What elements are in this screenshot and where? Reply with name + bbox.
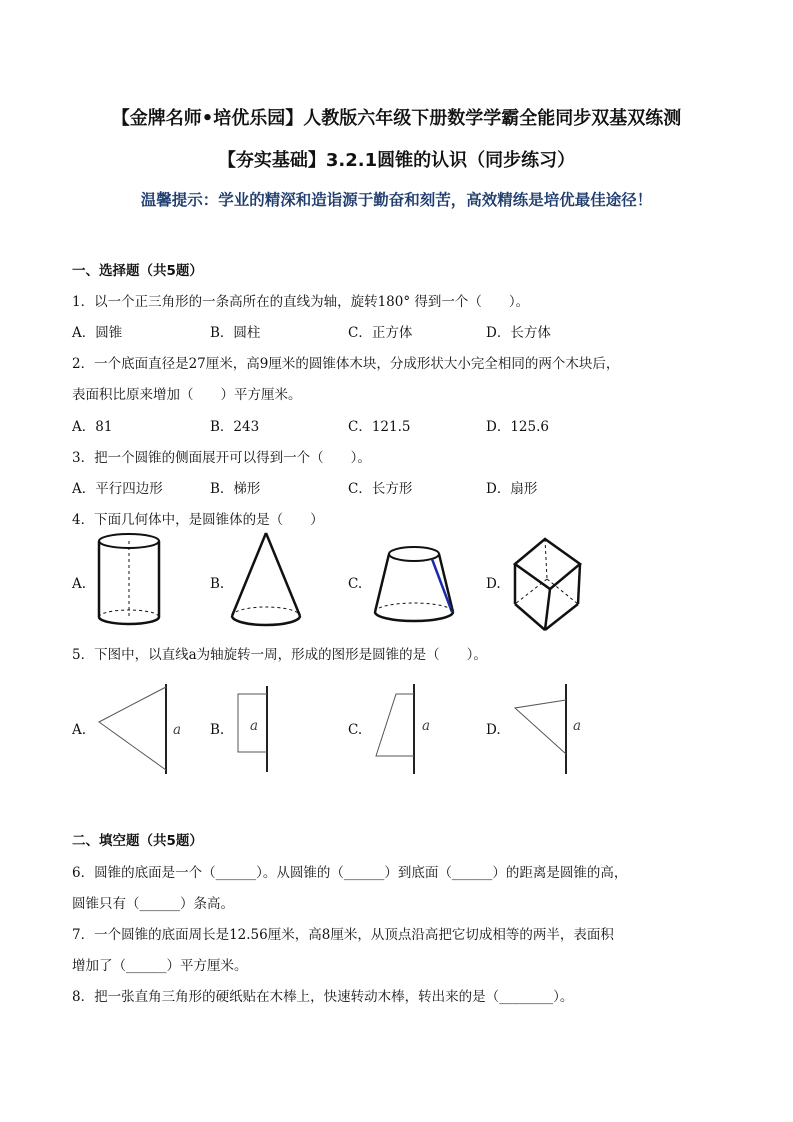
q3-option-d[interactable]: D．扇形 <box>486 481 538 497</box>
q4-option-d[interactable]: D. <box>486 576 501 592</box>
warm-tip: 温馨提示：学业的精深和造诣源于勤奋和刻苦，高效精练是培优最佳途径！ <box>140 191 653 209</box>
q5-figure-d[interactable] <box>512 682 572 776</box>
q4-option-b[interactable]: B. <box>210 576 225 592</box>
question-3: 3．把一个圆锥的侧面展开可以得到一个（ ）。 <box>72 450 371 466</box>
q4-option-a[interactable]: A. <box>72 576 87 592</box>
q1-option-c[interactable]: C．正方体 <box>348 325 413 341</box>
q4-option-c[interactable]: C. <box>348 576 363 592</box>
section-heading-fill: 二、填空题（共5题） <box>72 833 203 849</box>
question-1: 1．以一个正三角形的一条高所在的直线为轴，旋转180° 得到一个（ ）。 <box>72 294 530 310</box>
q2-option-d[interactable]: D．125.6 <box>486 419 549 435</box>
question-8: 8．把一张直角三角形的硬纸贴在木棒上，快速转动木棒，转出来的是（________）。 <box>72 989 574 1005</box>
q5-axis-label-d: a <box>573 718 582 734</box>
question-2-line-1: 2．一个底面直径是27厘米，高9厘米的圆锥体木块，分成形状大小完全相同的两个木块后， <box>72 356 620 372</box>
q5-axis-label-b: a <box>250 718 259 734</box>
question-7-line-1: 7．一个圆锥的底面周长是12.56厘米，高8厘米，从顶点沿高把它切成相等的两半，表面积 <box>72 927 614 943</box>
q3-option-b[interactable]: B．梯形 <box>210 481 261 497</box>
cone-icon[interactable] <box>226 530 306 630</box>
q3-option-c[interactable]: C．长方形 <box>348 481 413 497</box>
question-5: 5．下图中，以直线a为轴旋转一周，形成的图形是圆锥的是（ ）。 <box>72 647 487 663</box>
section-heading-choice: 一、选择题（共5题） <box>72 263 203 279</box>
question-2-line-2: 表面积比原来增加（ ）平方厘米。 <box>72 387 302 403</box>
question-6-line-1: 6．圆锥的底面是一个（______）。从圆锥的（______）到底面（______）的距离是圆锥的高， <box>72 865 628 881</box>
q5-option-c[interactable]: C. <box>348 722 363 738</box>
q5-option-b[interactable]: B. <box>210 722 225 738</box>
q5-axis-label-a: a <box>173 722 182 738</box>
worksheet-subtitle: 【夯实基础】3.2.1圆锥的认识（同步练习） <box>217 150 576 171</box>
cylinder-icon[interactable] <box>92 530 166 630</box>
q5-figure-c[interactable] <box>372 682 422 776</box>
q1-option-b[interactable]: B．圆柱 <box>210 325 261 341</box>
q5-axis-label-c: a <box>422 718 431 734</box>
q3-option-a[interactable]: A．平行四边形 <box>72 481 163 497</box>
worksheet-title: 【金牌名师•培优乐园】人教版六年级下册数学学霸全能同步双基双练测 <box>111 108 682 129</box>
q2-option-b[interactable]: B．243 <box>210 419 260 435</box>
q5-option-d[interactable]: D. <box>486 722 501 738</box>
q1-option-a[interactable]: A．圆锥 <box>72 325 123 341</box>
q5-option-a[interactable]: A. <box>72 722 87 738</box>
cube-icon[interactable] <box>510 534 586 634</box>
q2-option-a[interactable]: A．81 <box>72 419 113 435</box>
question-4: 4．下面几何体中，是圆锥体的是（ ） <box>72 512 324 528</box>
question-7-line-2: 增加了（______）平方厘米。 <box>72 958 248 974</box>
frustum-icon[interactable] <box>368 544 458 630</box>
q1-option-d[interactable]: D．长方体 <box>486 325 551 341</box>
question-6-line-2: 圆锥只有（______）条高。 <box>72 896 234 912</box>
q2-option-c[interactable]: C．121.5 <box>348 419 411 435</box>
